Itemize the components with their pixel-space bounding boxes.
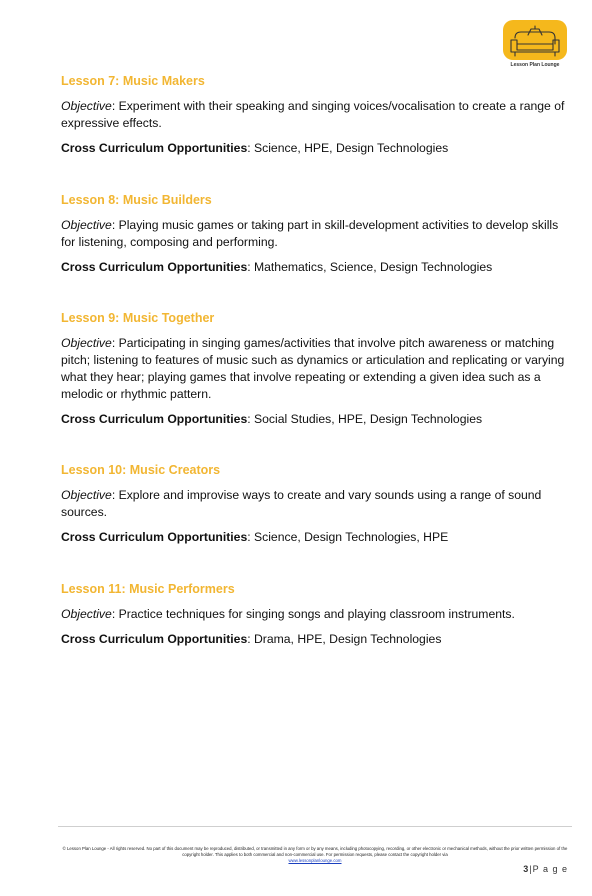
lesson-section [61, 74, 571, 157]
cross-curriculum [61, 259, 571, 276]
objective-text: : Experiment with their speaking and singing voices/vocalisation to create a range of expressive effects. [61, 99, 565, 130]
lesson-section [61, 311, 571, 428]
lesson-title: Lesson 9: Music Together [61, 311, 215, 325]
lesson-section [61, 193, 571, 276]
lesson-objective [61, 217, 571, 251]
sofa-logo-icon [501, 18, 569, 62]
lesson-section [61, 463, 571, 546]
cross-curriculum-text: : Drama, HPE, Design Technologies [247, 632, 442, 646]
cross-curriculum-label: Cross Curriculum Opportunities [61, 141, 248, 155]
cross-curriculum [61, 631, 571, 648]
objective-label: Objective [61, 488, 112, 502]
cross-curriculum-text: : Mathematics, Science, Design Technologies [247, 260, 493, 274]
cross-curriculum-text: : Science, Design Technologies, HPE [247, 530, 449, 544]
cross-curriculum-text: : Social Studies, HPE, Design Technologies [247, 412, 483, 426]
cross-curriculum [61, 140, 571, 157]
lesson-objective [61, 606, 571, 623]
logo-text: Lesson Plan Lounge [510, 62, 560, 68]
objective-text: : Practice techniques for singing songs and playing classroom instruments. [111, 607, 515, 621]
cross-curriculum-label: Cross Curriculum Opportunities [61, 530, 248, 544]
cross-curriculum-label: Cross Curriculum Opportunities [61, 412, 248, 426]
page-number-value: 3 [523, 864, 530, 874]
lesson-title: Lesson 11: Music Performers [61, 582, 235, 596]
lesson-section [61, 582, 571, 648]
objective-text: : Explore and improvise ways to create and vary sounds using a range of sound sources. [61, 488, 542, 519]
footer-copyright [58, 846, 572, 864]
cross-curriculum [61, 411, 571, 428]
objective-label: Objective [61, 99, 112, 113]
objective-label: Objective [61, 336, 112, 350]
footer-website-link[interactable]: www.lessonplanlounge.com [288, 858, 342, 863]
lesson-objective [61, 98, 571, 132]
page-number [523, 864, 568, 874]
lesson-objective [61, 335, 571, 403]
page-label: P a g e [532, 864, 568, 874]
cross-curriculum [61, 529, 571, 546]
objective-label: Objective [61, 607, 112, 621]
lesson-title: Lesson 10: Music Creators [61, 463, 221, 477]
objective-label: Objective [61, 218, 112, 232]
page-separator: | [529, 864, 533, 874]
objective-text: : Playing music games or taking part in skill-development activities to develop skills for listening, composing and performing. [61, 218, 559, 249]
cross-curriculum-text: : Science, HPE, Design Technologies [247, 141, 449, 155]
footer-divider [58, 826, 572, 827]
cross-curriculum-label: Cross Curriculum Opportunities [61, 260, 248, 274]
lesson-title: Lesson 8: Music Builders [61, 193, 212, 207]
cross-curriculum-label: Cross Curriculum Opportunities [61, 632, 248, 646]
objective-text: : Participating in singing games/activities that involve pitch awareness or matching pitch; listening to features of music such as dynamics or articulation and replicating or varying what they hear; playing games that involve repeating or extending a given idea such as a melodic or rhythmic pattern. [61, 336, 565, 401]
logo [501, 18, 569, 70]
lesson-objective [61, 487, 571, 521]
copyright-text: © Lesson Plan Lounge - All rights reserved. No part of this document may be reproduced, distributed, or transmitted in any form or by any means, including photocopying, recording, or other electronic or mechanical methods, without the prior written permission of the copyright holder. This applies to both commercial and non-commercial use. For permission requests, please contact the copyright holder via [62, 846, 568, 857]
lesson-title: Lesson 7: Music Makers [61, 74, 205, 88]
